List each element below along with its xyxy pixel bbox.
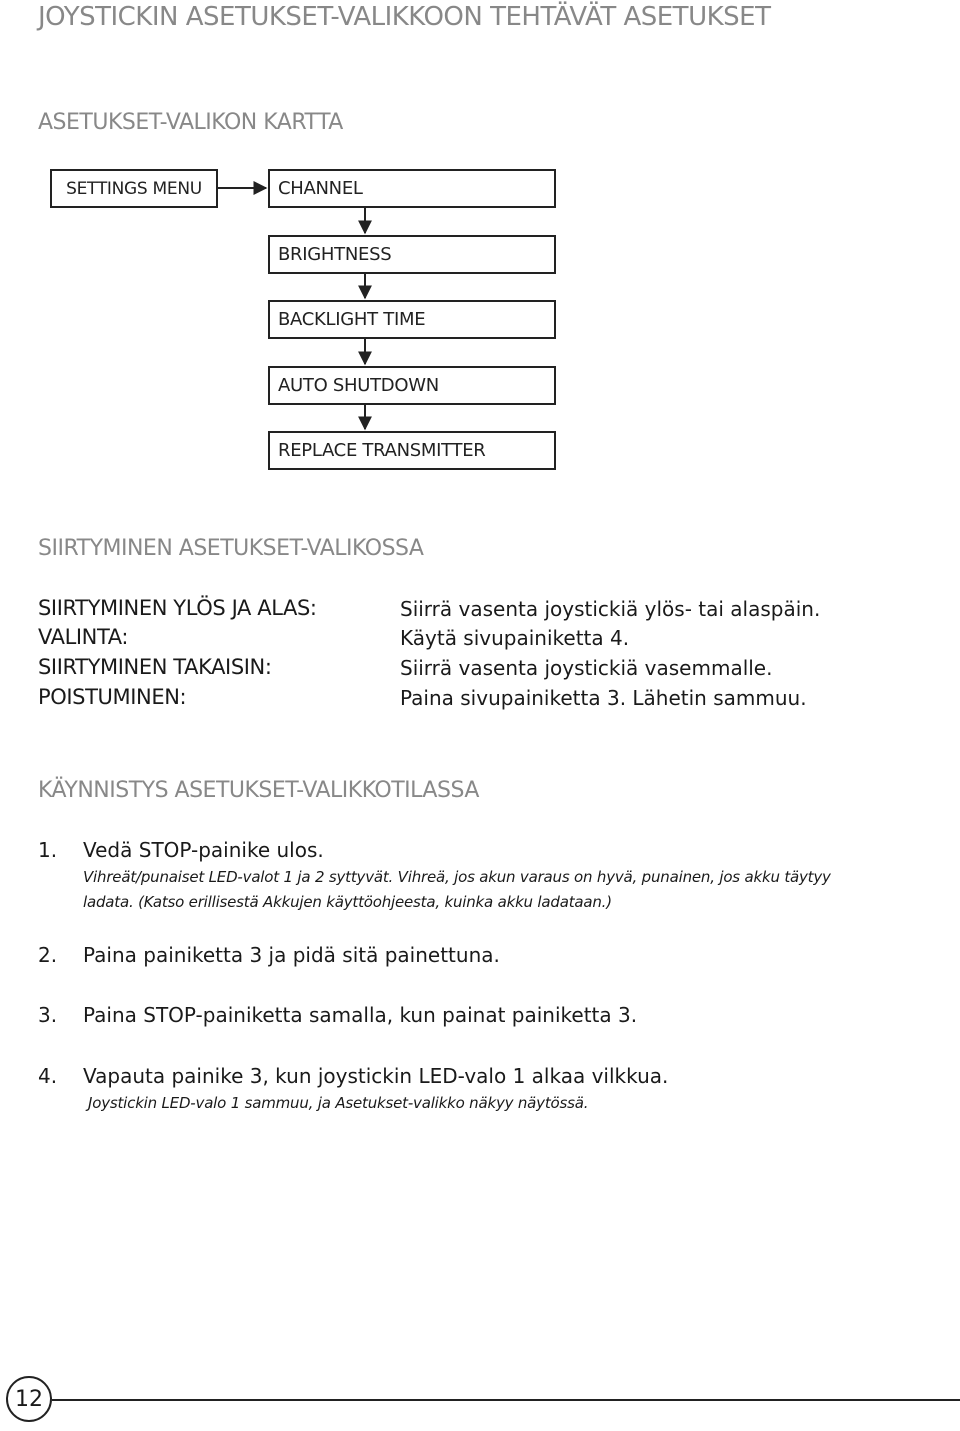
nav-label-exit: POISTUMINEN: — [38, 685, 187, 709]
menu-map-heading: ASETUKSET-VALIKON KARTTA — [38, 110, 343, 135]
page-title: JOYSTICKIN ASETUKSET-VALIKKOON TEHTÄVÄT ASETUKSET — [38, 2, 771, 32]
page-number: 12 — [6, 1376, 52, 1422]
auto-shutdown-box: AUTO SHUTDOWN — [268, 366, 556, 405]
navigation-heading: SIIRTYMINEN ASETUKSET-VALIKOSSA — [38, 536, 424, 561]
channel-box: CHANNEL — [268, 169, 556, 208]
step-note-1-line-1: Vihreät/punaiset LED-valot 1 ja 2 syttyvät. Vihreä, jos akun varaus on hyvä, punainen, jos akku täytyy — [83, 868, 831, 886]
step-number-3: 3. — [38, 1003, 58, 1027]
step-number-2: 2. — [38, 943, 58, 967]
step-note-4: Joystickin LED-valo 1 sammuu, ja Asetukset-valikko näkyy näytössä. — [88, 1094, 589, 1112]
nav-desc-select: Käytä sivupainiketta 4. — [400, 626, 630, 650]
nav-desc-exit: Paina sivupainiketta 3. Lähetin sammuu. — [400, 686, 807, 710]
footer-rule — [52, 1399, 960, 1401]
step-text-3: Paina STOP-painiketta samalla, kun painat painiketta 3. — [83, 1003, 638, 1027]
step-note-1-line-2: ladata. (Katso erillisestä Akkujen käyttöohjeesta, kuinka akku ladataan.) — [83, 893, 612, 911]
backlight-time-box: BACKLIGHT TIME — [268, 300, 556, 339]
startup-heading: KÄYNNISTYS ASETUKSET-VALIKKOTILASSA — [38, 778, 479, 803]
step-text-4: Vapauta painike 3, kun joystickin LED-valo 1 alkaa vilkkua. — [83, 1064, 669, 1088]
brightness-box: BRIGHTNESS — [268, 235, 556, 274]
nav-desc-back: Siirrä vasenta joystickiä vasemmalle. — [400, 656, 773, 680]
nav-label-select: VALINTA: — [38, 625, 129, 649]
step-number-1: 1. — [38, 838, 58, 862]
nav-label-up-down: SIIRTYMINEN YLÖS JA ALAS: — [38, 596, 317, 620]
step-number-4: 4. — [38, 1064, 58, 1088]
replace-transmitter-box: REPLACE TRANSMITTER — [268, 431, 556, 470]
step-text-2: Paina painiketta 3 ja pidä sitä painettuna. — [83, 943, 500, 967]
settings-menu-box: SETTINGS MENU — [50, 169, 218, 208]
step-text-1: Vedä STOP-painike ulos. — [83, 838, 324, 862]
nav-desc-up-down: Siirrä vasenta joystickiä ylös- tai alaspäin. — [400, 597, 821, 621]
nav-label-back: SIIRTYMINEN TAKAISIN: — [38, 655, 272, 679]
